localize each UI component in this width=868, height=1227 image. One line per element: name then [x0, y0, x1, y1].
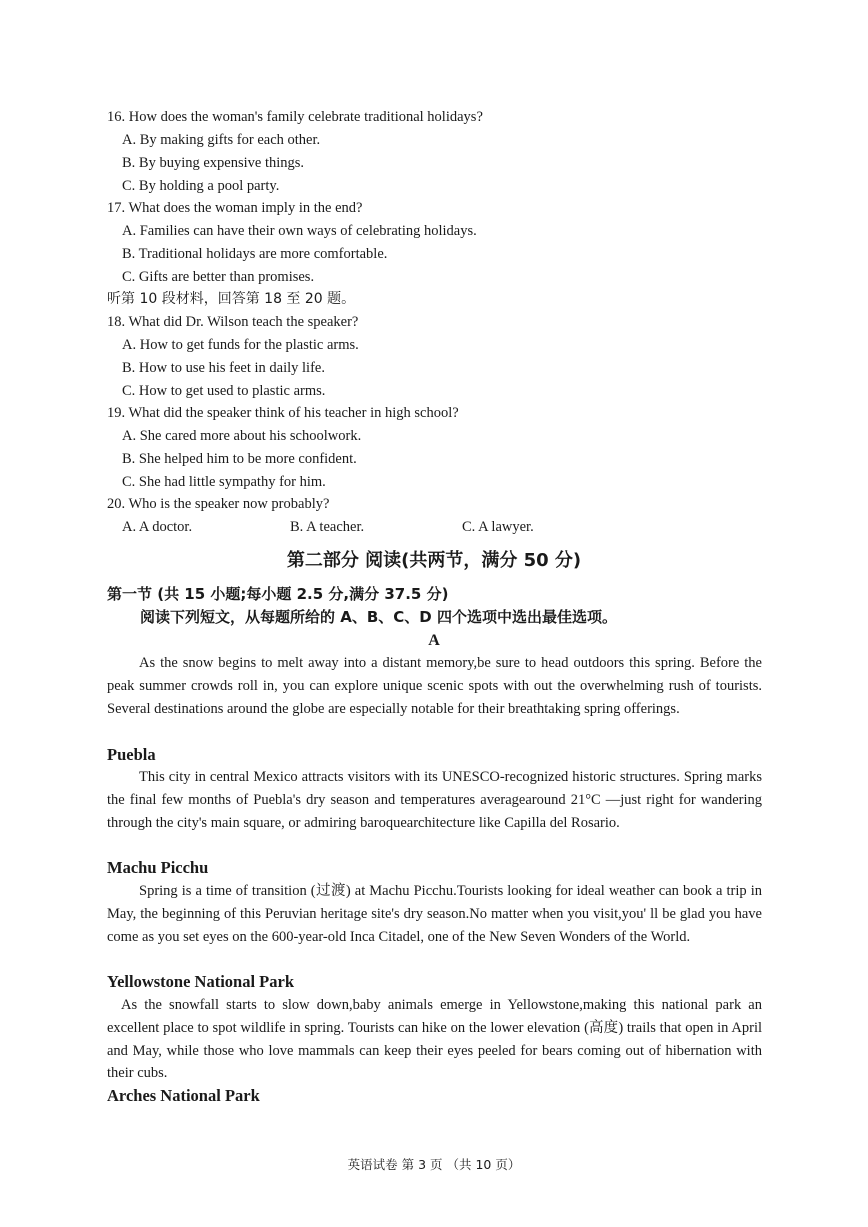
- place-text-machu-picchu: Spring is a time of transition (过渡) at Machu Picchu.Tourists looking for ideal weather can book a trip in May, the beginning of this Peruvian heritage site's dry season.No matter when you visit,you' ll be glad you have come as you set eyes on the 600-year-old Inca Citadel, one of the New Seven Wonders of the World.: [107, 883, 762, 945]
- question-20-option-c: C. A lawyer.: [462, 519, 534, 535]
- place-text-yellowstone: As the snowfall starts to slow down,baby animals emerge in Yellowstone,making this national park an excellent place to spot wildlife in spring. Tourists can hike on the lower elevation (高度) trails that open in April and May, while those who love mammals can keep their eyes peeled for bears coming out of hibernation with their cubs.: [107, 997, 762, 1082]
- place-heading-arches: Arches National Park: [107, 1086, 260, 1105]
- passage-letter: A: [428, 632, 440, 649]
- passage-intro: As the snow begins to melt away into a distant memory,be sure to head outdoors this spring. Before the peak summer crowds roll in, you can explore unique scenic spots with out the overwhelming rush of tourists. Several destinations around the globe are especially notable for their breathtaking spring offerings.: [107, 655, 762, 717]
- question-17-stem: 17. What does the woman imply in the end?: [107, 200, 363, 216]
- question-18-option-b: B. How to use his feet in daily life.: [122, 360, 325, 376]
- question-19-stem: 19. What did the speaker think of his teacher in high school?: [107, 405, 459, 421]
- question-18-option-c: C. How to get used to plastic arms.: [122, 383, 326, 399]
- section-instruction: 阅读下列短文，从每题所给的 A、B、C、D 四个选项中选出最佳选项。: [140, 608, 617, 626]
- question-16-option-a: A. By making gifts for each other.: [122, 132, 321, 148]
- part-title: 第二部分 阅读(共两节，满分 50 分): [286, 550, 582, 571]
- place-text-puebla: This city in central Mexico attracts visitors with its UNESCO-recognized historic structures. Spring marks the final few months of Puebla's dry season and temperatures averagearound 21°C —just right for wandering through the city's main square, or admiring baroquearchitecture like Capilla del Rosario.: [107, 769, 762, 831]
- question-16-option-c: C. By holding a pool party.: [122, 178, 280, 194]
- question-20-option-b: B. A teacher.: [290, 519, 365, 535]
- question-19-option-b: B. She helped him to be more confident.: [122, 451, 357, 467]
- question-16-option-b: B. By buying expensive things.: [122, 155, 305, 171]
- place-heading-yellowstone: Yellowstone National Park: [107, 972, 294, 991]
- question-19-option-a: A. She cared more about his schoolwork.: [122, 428, 362, 444]
- place-heading-machu-picchu: Machu Picchu: [107, 858, 209, 877]
- question-17-option-c: C. Gifts are better than promises.: [122, 269, 315, 285]
- question-20-option-a: A. A doctor.: [122, 519, 193, 535]
- place-heading-puebla: Puebla: [107, 745, 156, 764]
- question-18-option-a: A. How to get funds for the plastic arms.: [122, 337, 359, 353]
- listening-instruction: 听第 10 段材料，回答第 18 至 20 题。: [107, 291, 356, 307]
- question-17-option-a: A. Families can have their own ways of celebrating holidays.: [122, 223, 477, 239]
- section-title: 第一节 (共 15 小题;每小题 2.5 分,满分 37.5 分): [107, 585, 449, 603]
- question-20-options: [122, 518, 602, 536]
- question-19-option-c: C. She had little sympathy for him.: [122, 474, 326, 490]
- page-footer: 英语试卷 第 3 页 （共 10 页）: [347, 1157, 521, 1172]
- question-20-stem: 20. Who is the speaker now probably?: [107, 496, 330, 512]
- question-18-stem: 18. What did Dr. Wilson teach the speaker?: [107, 314, 359, 330]
- question-16-stem: 16. How does the woman's family celebrate traditional holidays?: [107, 109, 483, 125]
- question-17-option-b: B. Traditional holidays are more comfortable.: [122, 246, 388, 262]
